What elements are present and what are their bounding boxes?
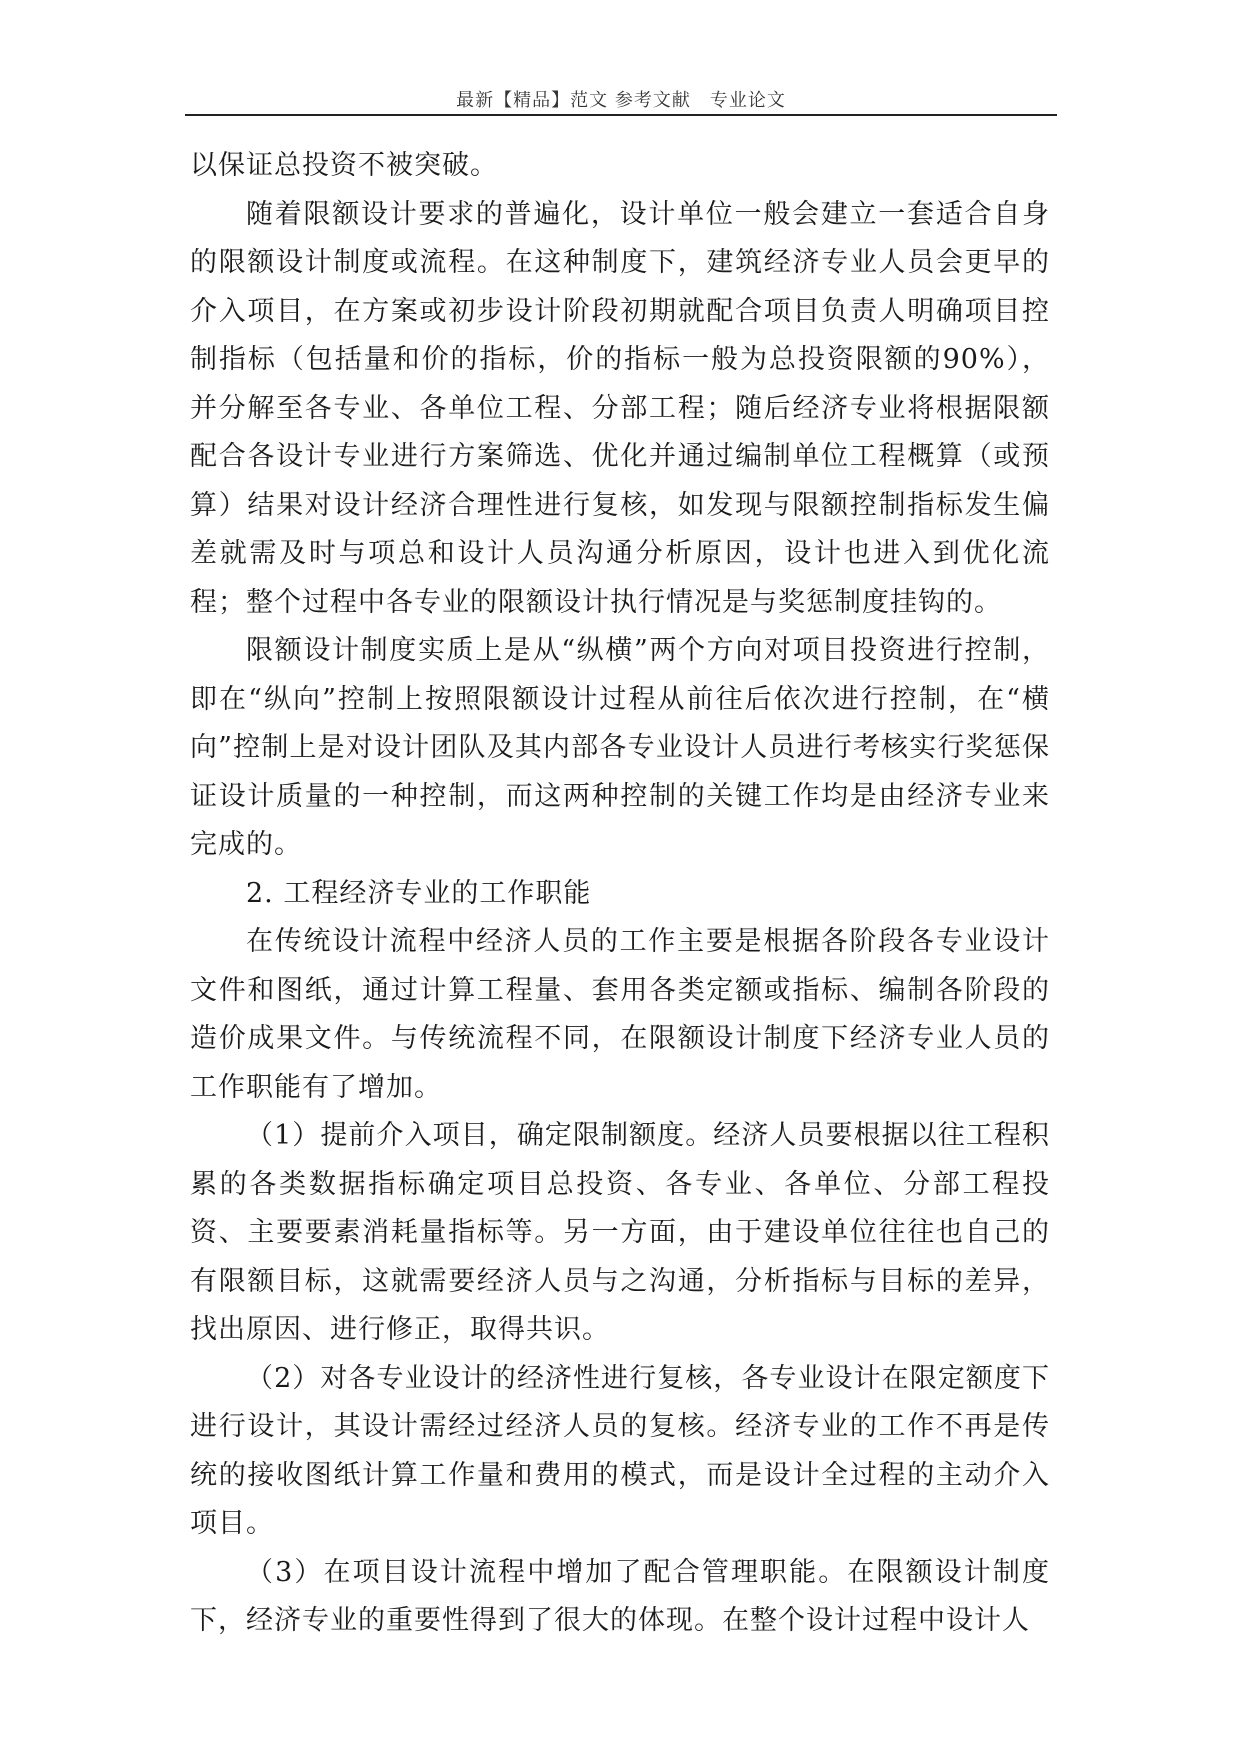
list-item-2: （2）对各专业设计的经济性进行复核，各专业设计在限定额度下进行设计，其设计需经过经济人员的复核。经济专业的工作不再是传统的接收图纸计算工作量和费用的模式，而是设计全过程的主动介入项目。 (190, 1362, 1050, 1539)
list-item-3: （3）在项目设计流程中增加了配合管理职能。在限额设计制度下，经济专业的重要性得到了很大的体现。在整个设计过程中设计人 (190, 1556, 1050, 1636)
list-item-1: （1）提前介入项目，确定限制额度。经济人员要根据以往工程积累的各类数据指标确定项目总投资、各专业、各单位、分部工程投资、主要要素消耗量指标等。另一方面，由于建设单位往往也自己的有限额目标，这就需要经济人员与之沟通，分析指标与目标的差异，找出原因、进行修正，取得共识。 (190, 1120, 1050, 1345)
paragraph-4: 在传统设计流程中经济人员的工作主要是根据各阶段各专业设计文件和图纸，通过计算工程量、套用各类定额或指标、编制各阶段的造价成果文件。与传统流程不同，在限额设计制度下经济专业人员的工作职能有了增加。 (190, 926, 1050, 1103)
paragraph-1: 以保证总投资不被突破。 (190, 150, 498, 181)
document-body (190, 142, 1050, 1646)
section-heading: 2. 工程经济专业的工作职能 (246, 877, 592, 909)
paragraph-2: 随着限额设计要求的普遍化，设计单位一般会建立一套适合自身的限额设计制度或流程。在这种制度下，建筑经济专业人员会更早的介入项目，在方案或初步设计阶段初期就配合项目负责人明确项目控制指标（包括量和价的指标，价的指标一般为总投资限额的90%），并分解至各专业、各单位工程、分部工程；随后经济专业将根据限额配合各设计专业进行方案筛选、优化并通过编制单位工程概算（或预算）结果对设计经济合理性进行复核，如发现与限额控制指标发生偏差就需及时与项总和设计人员沟通分析原因，设计也进入到优化流程；整个过程中各专业的限额设计执行情况是与奖惩制度挂钩的。 (190, 198, 1050, 618)
header-divider (185, 114, 1057, 116)
page-header: 最新【精品】范文 参考文献 专业论文 (456, 90, 786, 111)
paragraph-3: 限额设计制度实质上是从“纵横”两个方向对项目投资进行控制，即在“纵向”控制上按照限额设计过程从前往后依次进行控制，在“横向”控制上是对设计团队及其内部各专业设计人员进行考核实行奖惩保证设计质量的一种控制，而这两种控制的关键工作均是由经济专业来完成的。 (190, 635, 1050, 860)
